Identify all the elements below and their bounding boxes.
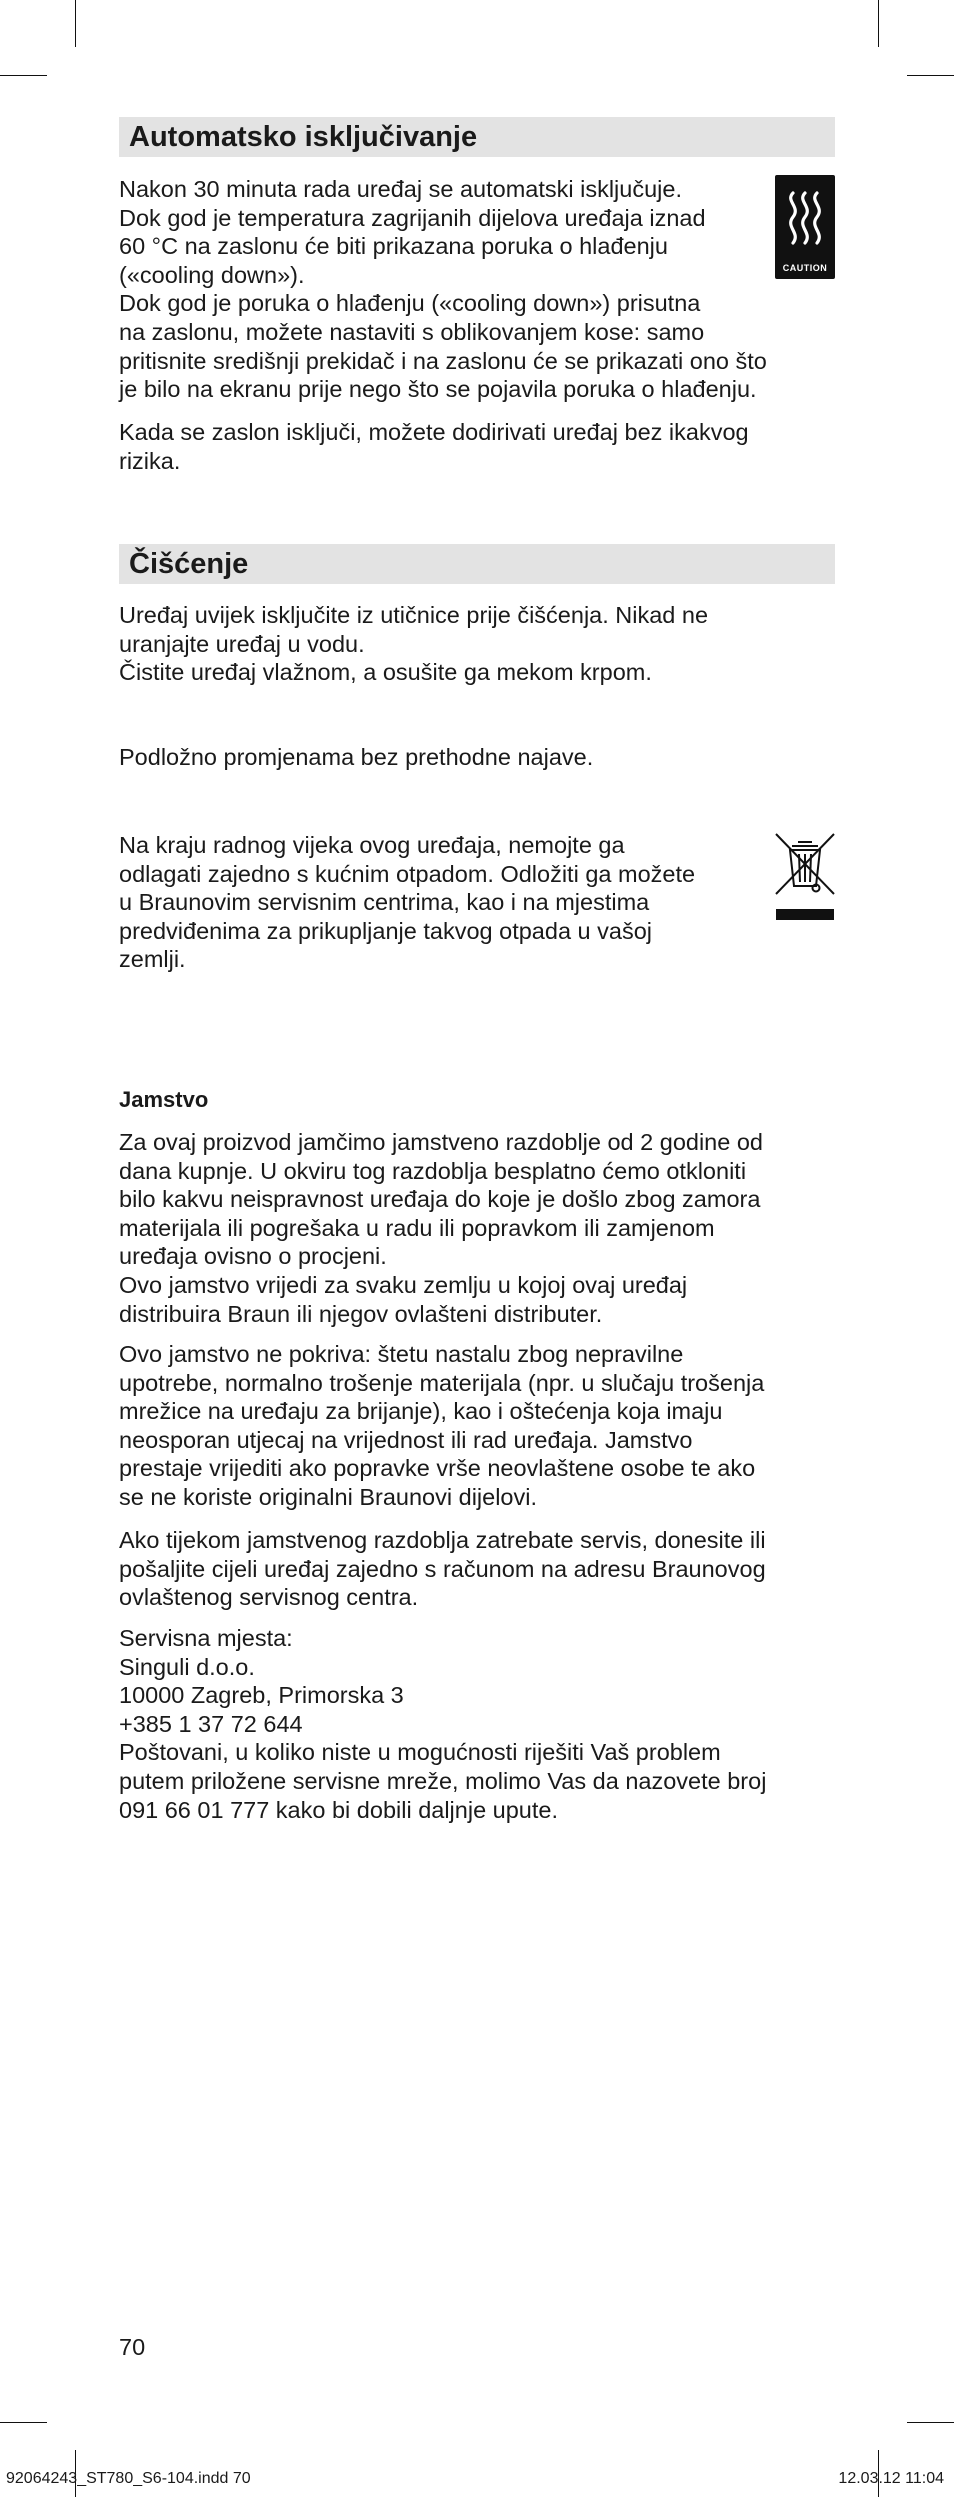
warranty-heading: Jamstvo <box>119 1087 209 1112</box>
warranty-paragraph-2: Ovo jamstvo ne pokriva: štetu nastalu zbog nepravilne upotrebe, normalno trošenje materijala (npr. u slučaju trošenja mrežice na uređaju za brijanje), kao i oštećenja koja imaju neosporan utjecaj na vrijednost ili rad uređaja. Jamstvo prestaje vrijediti ako popravke vrše neovlaštene osobe te ako se ne koriste originalni Braunovi dijelovi. <box>119 1341 765 1510</box>
caution-hot-surface-icon <box>775 175 835 279</box>
section-heading-cleaning: Čišćenje <box>119 544 835 584</box>
footer-date-time: 12.03.12 11:04 <box>838 2470 944 2487</box>
notice-paragraph: Podložno promjenama bez prethodne najave. <box>119 744 594 770</box>
crop-mark <box>907 2422 954 2423</box>
crop-mark <box>0 2422 47 2423</box>
section-heading-auto-off: Automatsko isključivanje <box>119 117 835 157</box>
caution-label: CAUTION <box>782 263 828 273</box>
disposal-paragraph: Na kraju radnog vijeka ovog uređaja, nemojte ga odlagati zajedno s kućnim otpadom. Odložiti ga možete u Braunovim servisnim centrima, kao i na mjestima predviđenima za prikupljanje takvog otpada u vašoj zemlji. <box>119 832 696 973</box>
warranty-paragraph-3: Ako tijekom jamstvenog razdoblja zatrebate servis, donesite ili pošaljite cijeli uređaj zajedno s računom na adresu Braunovog ovlaštenog servisnog centra. <box>119 1527 766 1611</box>
cleaning-paragraph: Uređaj uvijek isključite iz utičnice prije čišćenja. Nikad ne uranjajte uređaj u vodu. Čistite uređaj vlažnom, a osušite ga mekom krpom. <box>119 602 709 686</box>
crop-mark <box>878 0 879 47</box>
footer-file-name: 92064243_ST780_S6-104.indd 70 <box>6 2470 251 2487</box>
crop-mark <box>0 75 47 76</box>
crop-mark <box>907 75 954 76</box>
crossed-out-bin-icon <box>772 832 838 922</box>
auto-off-paragraph-2: Kada se zaslon isključi, možete dodirivati uređaj bez ikakvog rizika. <box>119 419 749 474</box>
warranty-paragraph-1: Za ovaj proizvod jamčimo jamstveno razdoblje od 2 godine od dana kupnje. U okviru tog razdoblja besplatno ćemo otkloniti bilo kakvu neispravnost uređaja do koje je došlo zbog zamora materijala ili pogrešaka u radu ili popravkom ili zamjenom uređaja ovisno o procjeni. Ovo jamstvo vrijedi za svaku zemlju u kojoj ovaj uređaj distribuira Braun ili njegov ovlašteni distributer. <box>119 1129 763 1327</box>
auto-off-paragraph-1: Nakon 30 minuta rada uređaj se automatski isključuje. Dok god je temperatura zagrijanih dijelova uređaja iznad 60 °C na zaslonu će biti prikazana poruka o hlađenju («cooling down»). Dok god je poruka o hlađenju («cooling down») prisutna na zaslonu, možete nastaviti s oblikovanjem kose: samo pritisnite središnji prekidač i na zaslonu će se prikazati ono što je bilo na ekranu prije nego što se pojavila poruka o hlađenju. <box>119 176 767 403</box>
crop-mark <box>75 0 76 47</box>
page-number: 70 <box>119 2334 146 2360</box>
service-contact-paragraph: Servisna mjesta: Singuli d.o.o. 10000 Zagreb, Primorska 3 +385 1 37 72 644 Poštovani, u koliko niste u mogućnosti riješiti Vaš problem putem priložene servisne mreže, molimo Vas da nazovete broj 091 66 01 777 kako bi dobili daljnje upute. <box>119 1625 767 1823</box>
